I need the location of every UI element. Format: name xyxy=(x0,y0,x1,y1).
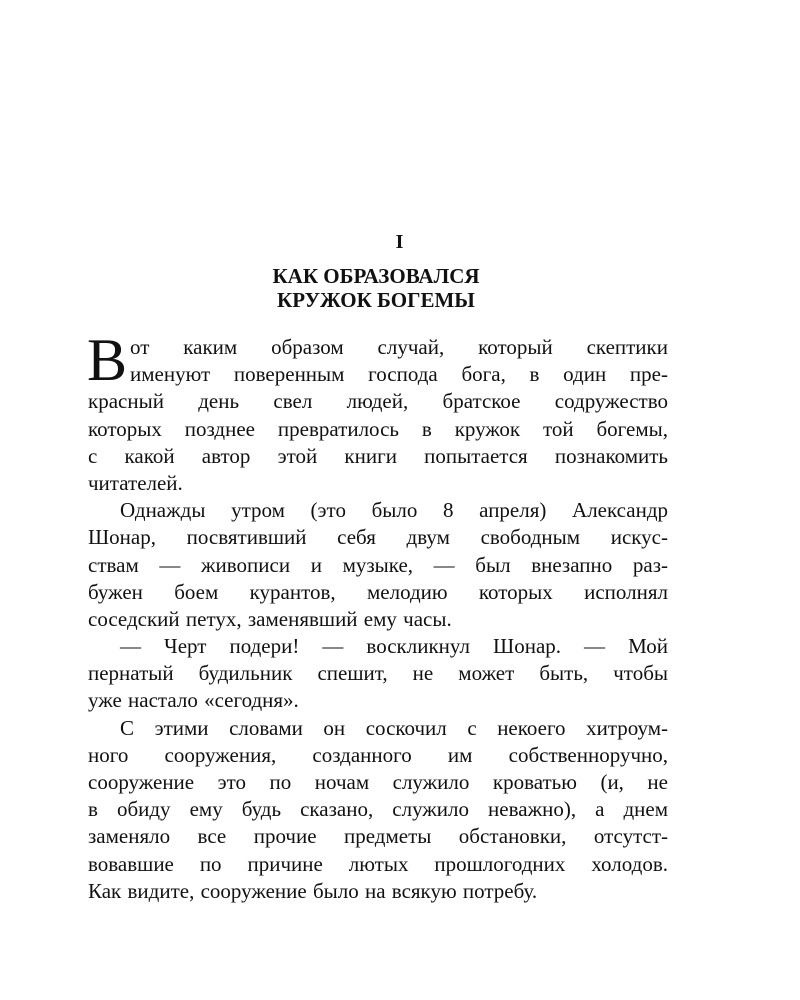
chapter-title-line-2: КРУЖОК БОГЕМЫ xyxy=(277,288,475,312)
text-line: от каким образом случай, который скептики xyxy=(130,335,668,359)
text-line: С этими словами он соскочил с некоего хитроум- xyxy=(120,715,668,740)
text-line: Шонар, посвятивший себя двум свободным искус- xyxy=(88,525,668,550)
text-line: Однажды утром (это было 8 апреля) Александр xyxy=(120,498,668,523)
text-line: уже настало «сегодня». xyxy=(88,688,299,713)
text-line: — Черт подери! — воскликнул Шонар. — Мой xyxy=(120,634,668,659)
chapter-title xyxy=(0,264,752,312)
text-line: с какой автор этой книги попытается познакомить xyxy=(88,443,668,468)
text-line: ствам — живописи и музыке, — был внезапно раз- xyxy=(88,552,668,577)
drop-cap: В xyxy=(87,327,128,393)
text-line: ного сооружения, созданного им собственноручно, xyxy=(88,742,668,767)
text-line: вовавшие по причине лютых прошлогодних холодов. xyxy=(88,851,668,876)
text-line: сооружение это по ночам служило кроватью (и, не xyxy=(88,770,668,794)
text-line: которых позднее превратилось в кружок той богемы, xyxy=(88,416,668,441)
body-text xyxy=(87,327,668,905)
text-line: бужен боем курантов, мелодию которых исполнял xyxy=(88,579,668,604)
text-line: читателей. xyxy=(88,470,183,495)
chapter-number: I xyxy=(395,231,405,253)
text-line: красный день свел людей, братское содружество xyxy=(88,389,668,414)
chapter-title-line-1: КАК ОБРАЗОВАЛСЯ xyxy=(272,264,480,288)
text-line: Как видите, сооружение было на всякую потребу. xyxy=(88,878,538,903)
text-line: именуют поверенным господа бога, в один пре- xyxy=(130,362,668,387)
text-line: пернатый будильник спешит, не может быть, чтобы xyxy=(88,661,668,686)
text-line: заменяло все прочие предметы обстановки, отсутст- xyxy=(88,824,668,849)
text-line: соседский петух, заменявший ему часы. xyxy=(88,606,452,631)
text-line: в обиду ему будь сказано, служило неважно), а днем xyxy=(88,797,668,822)
